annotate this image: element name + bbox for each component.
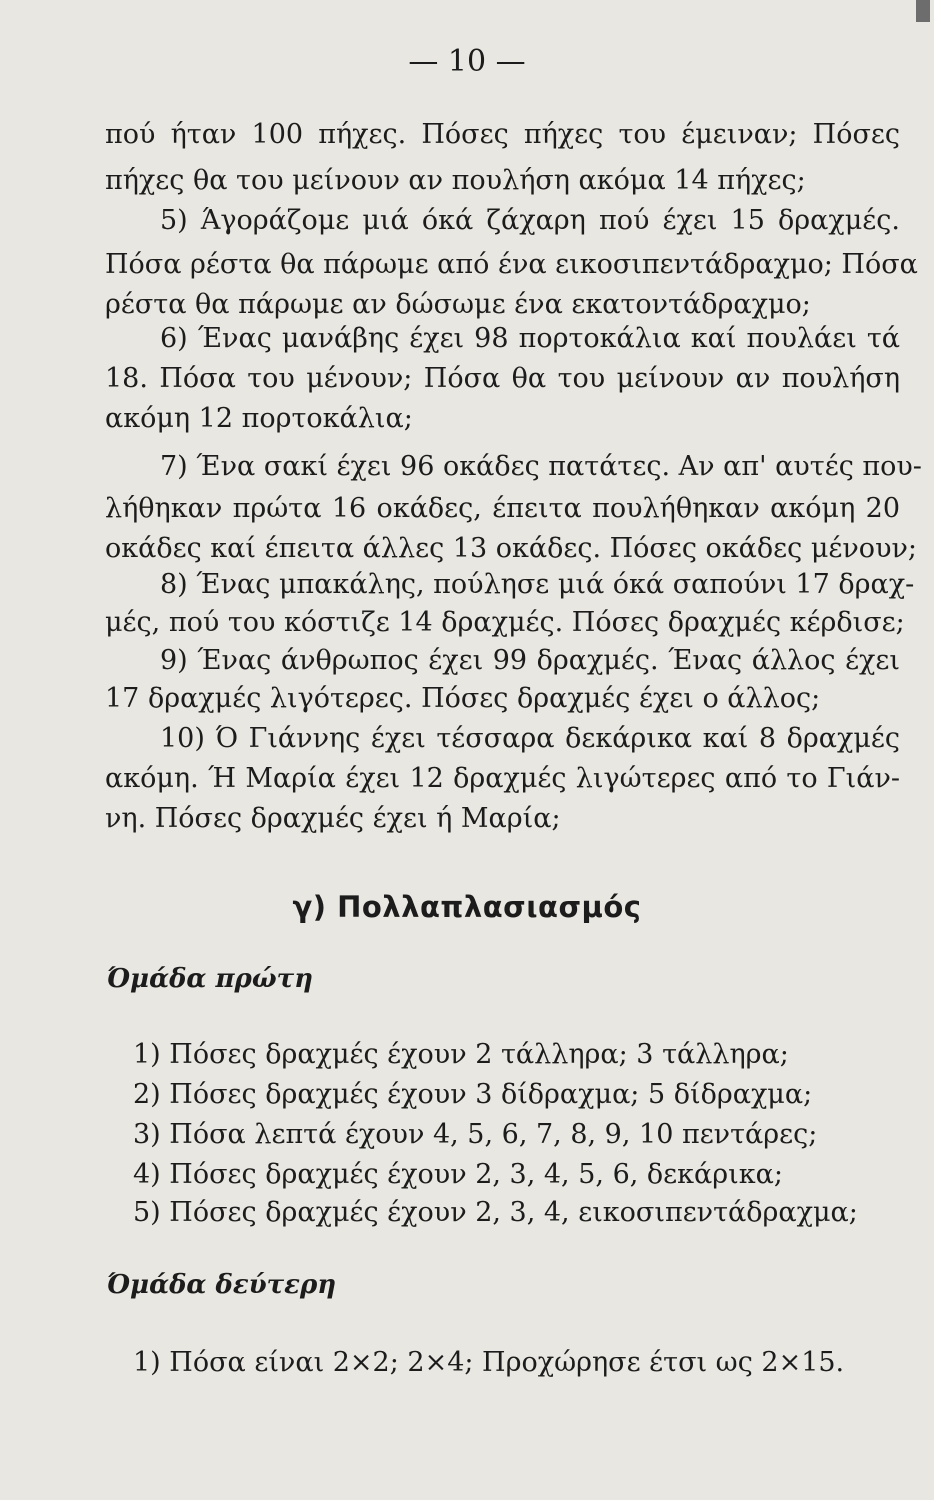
list-item: 5) Πόσες δραχμές έχουν 2, 3, 4, εικοσιπεντάδραχμα; <box>133 1197 858 1228</box>
text-line: 7) Ένα σακί έχει 96 οκάδες πατάτες. Αν απ' αυτές που- <box>160 451 922 482</box>
text-line: μές, πού του κόστιζε 14 δραχμές. Πόσες δραχμές κέρδισε; <box>105 607 905 638</box>
page-number: — 10 — <box>408 44 526 79</box>
section-heading: γ) Πολλαπλασιασμός <box>292 890 642 924</box>
text-line: πήχες θα του μείνουν αν πουλήση ακόμα 14 πήχες; <box>105 165 806 196</box>
list-item: 1) Πόσες δραχμές έχουν 2 τάλληρα; 3 τάλληρα; <box>133 1039 789 1070</box>
text-line: ακόμη 12 πορτοκάλια; <box>105 403 413 434</box>
list-item: 2) Πόσες δραχμές έχουν 3 δίδραχμα; 5 δίδραχμα; <box>133 1079 813 1110</box>
list-item: 4) Πόσες δραχμές έχουν 2, 3, 4, 5, 6, δεκάρικα; <box>133 1159 783 1190</box>
text-line: Πόσα ρέστα θα πάρωμε από ένα εικοσιπεντάδραχμο; Πόσα <box>105 249 918 280</box>
text-line: 5) Άγοράζομε μιά όκά ζάχαρη πού έχει 15 δραχμές. <box>160 205 900 236</box>
list-item: 1) Πόσα είναι 2×2; 2×4; Προχώρησε έτσι ως 2×15. <box>133 1347 845 1378</box>
text-line: 18. Πόσα του μένουν; Πόσα θα του μείνουν αν πουλήση <box>105 363 900 394</box>
text-line: ακόμη. Ή Μαρία έχει 12 δραχμές λιγώτερες από το Γιάν- <box>105 763 900 794</box>
text-line: οκάδες καί έπειτα άλλες 13 οκάδες. Πόσες οκάδες μένουν; <box>105 533 917 564</box>
text-line: λήθηκαν πρώτα 16 οκάδες, έπειτα πουλήθηκαν ακόμη 20 <box>105 493 900 524</box>
text-line: 9) Ένας άνθρωπος έχει 99 δραχμές. Ένας άλλος έχει <box>160 645 900 676</box>
text-line: ρέστα θα πάρωμε αν δώσωμε ένα εκατοντάδραχμο; <box>105 289 811 320</box>
text-line: 10) Ό Γιάννης έχει τέσσαρα δεκάρικα καί 8 δραχμές <box>160 723 900 754</box>
group-title: Όμάδα πρώτη <box>107 964 313 994</box>
text-line: 8) Ένας μπακάλης, πούλησε μιά όκά σαπούνι 17 δραχ- <box>160 569 915 600</box>
text-line: πού ήταν 100 πήχες. Πόσες πήχες του έμειναν; Πόσες <box>105 119 900 150</box>
text-line: νη. Πόσες δραχμές έχει ή Μαρία; <box>105 803 561 834</box>
group-title: Όμάδα δεύτερη <box>107 1270 337 1300</box>
list-item: 3) Πόσα λεπτά έχουν 4, 5, 6, 7, 8, 9, 10 πεντάρες; <box>133 1119 818 1150</box>
edge-mark <box>916 0 930 22</box>
text-line: 6) Ένας μανάβης έχει 98 πορτοκάλια καί πουλάει τά <box>160 323 900 354</box>
text-line: 17 δραχμές λιγότερες. Πόσες δραχμές έχει ο άλλος; <box>105 683 821 714</box>
